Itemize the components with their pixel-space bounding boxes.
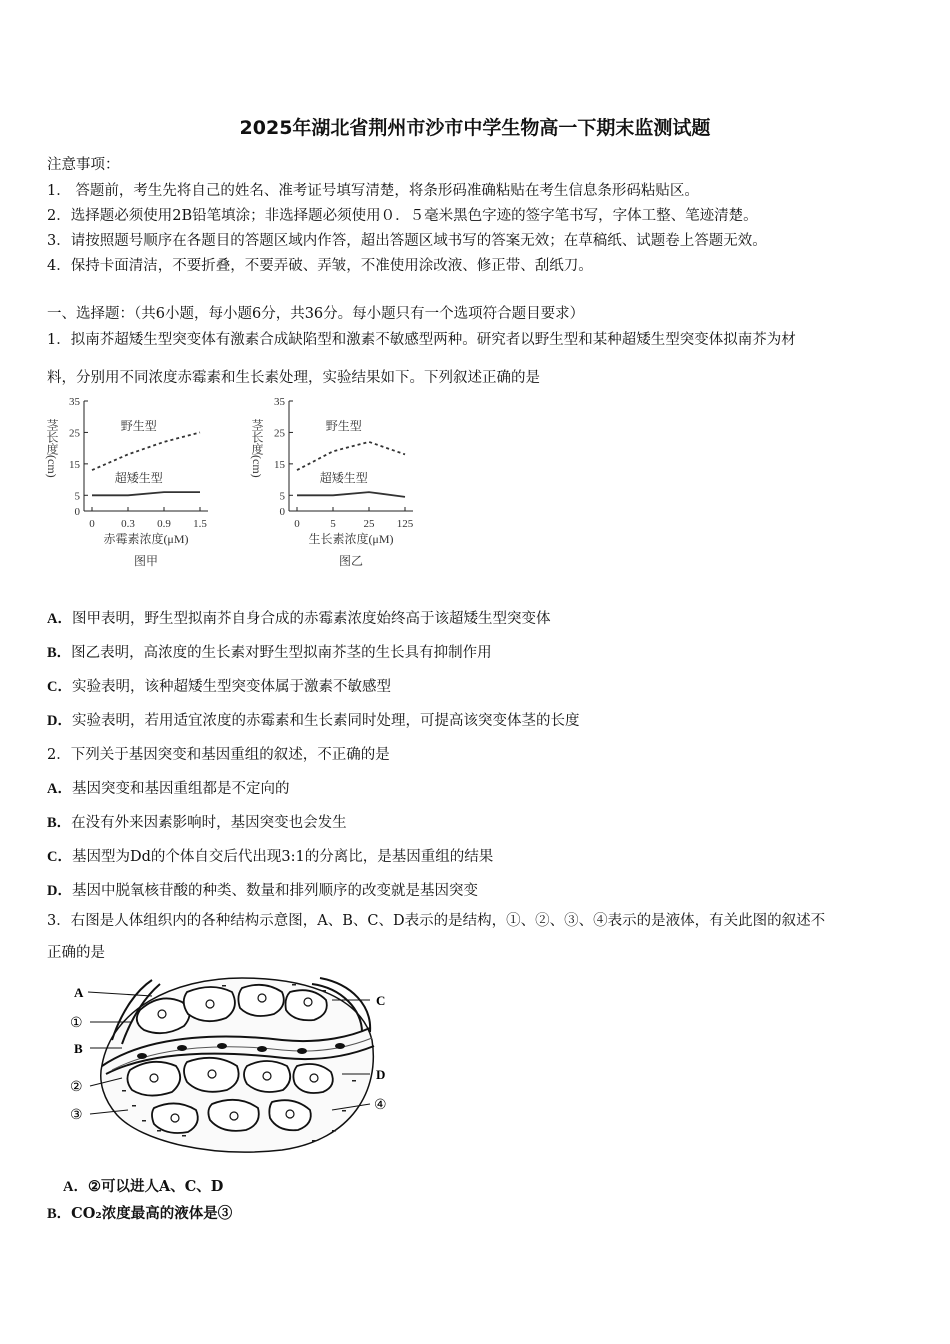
label-4: ④ (374, 1098, 387, 1113)
notice-item: 2．选择题必须使用2B铅笔填涂；非选择题必须使用０．５毫米黑色字迹的签字笔书写，字体工整、笔迹清楚。 (47, 208, 758, 224)
option-letter: A． (63, 1179, 88, 1195)
series-line (297, 442, 405, 470)
label-2: ② (70, 1080, 83, 1095)
y-tick-label: 5 (279, 490, 285, 503)
q1-option-d[interactable] (47, 709, 579, 730)
q2-option-d[interactable] (47, 879, 478, 900)
option-letter: B． (47, 645, 72, 661)
series-line (92, 432, 200, 470)
option-text: 图甲表明，野生型拟南芥自身合成的赤霉素浓度始终高于该超矮生型突变体 (71, 611, 551, 627)
series-label: 野生型 (325, 418, 362, 433)
q1-option-a[interactable] (47, 607, 550, 628)
label-d: D (376, 1067, 386, 1082)
chart-jia (45, 396, 208, 568)
x-tick-label: 0 (89, 518, 95, 530)
option-letter: C． (47, 679, 72, 695)
q2-option-c[interactable] (47, 845, 493, 866)
label-b: B (74, 1041, 83, 1056)
q1-option-b[interactable] (47, 641, 492, 662)
label-1: ① (70, 1016, 83, 1031)
notice-item: 1． 答题前，考生先将自己的姓名、准考证号填写清楚，将条形码准确粘贴在考生信息条形码粘贴区。 (47, 183, 699, 199)
series-label: 超矮生型 (319, 471, 368, 486)
q1-option-c[interactable] (47, 675, 391, 696)
tissue-diagram (62, 970, 402, 1162)
option-text: 实验表明，该种超矮生型突变体属于激素不敏感型 (71, 679, 391, 695)
option-letter: C． (47, 849, 72, 865)
q2-option-b[interactable] (47, 811, 347, 832)
q1-charts (40, 393, 430, 571)
notice-item: 3．请按照题号顺序在各题目的答题区域内作答，超出答题区域书写的答案无效；在草稿纸、试题卷上答题无效。 (47, 233, 767, 249)
y-tick-label: 0 (279, 506, 285, 518)
y-tick-label: 15 (69, 458, 80, 471)
q3-stem: 3．右图是人体组织内的各种结构示意图，A、B、C、D表示的是结构，①、②、③、④表示的是液体，有关此图的叙述不 (47, 913, 826, 929)
label-a: A (74, 985, 84, 1000)
series-line (297, 492, 405, 497)
option-text: 基因突变和基因重组都是不定向的 (71, 781, 290, 797)
x-tick-label: 0.9 (157, 518, 171, 530)
q3-option-b[interactable] (47, 1202, 232, 1223)
option-letter: B． (47, 815, 72, 831)
series-line (92, 492, 200, 495)
q1-stem: 料，分别用不同浓度赤霉素和生长素处理，实验结果如下。下列叙述正确的是 (47, 370, 540, 386)
x-tick-label: 125 (396, 518, 414, 530)
x-axis-label: 赤霉素浓度(μM) (103, 532, 189, 546)
label-3: ③ (70, 1108, 83, 1123)
label-c: C (376, 993, 386, 1008)
y-tick-label: 25 (274, 427, 285, 440)
x-tick-label: 0 (294, 518, 300, 530)
option-letter: A． (47, 781, 72, 797)
q1-stem: 1．拟南芥超矮生型突变体有激素合成缺陷型和激素不敏感型两种。研究者以野生型和某种超矮生型突变体拟南芥为材 (47, 332, 796, 348)
y-tick-label: 5 (74, 490, 80, 503)
chart-caption: 图乙 (338, 554, 364, 568)
x-tick-label: 5 (330, 518, 336, 530)
q3-stem: 正确的是 (47, 945, 105, 961)
y-tick-label: 0 (74, 506, 80, 518)
option-text: CO₂浓度最高的液体是③ (71, 1205, 233, 1222)
series-label: 野生型 (120, 418, 157, 433)
option-text: ②可以进人A、C、D (87, 1178, 224, 1195)
chart-caption: 图甲 (133, 554, 159, 568)
x-tick-label: 25 (363, 518, 375, 530)
option-letter: A． (47, 611, 72, 627)
option-letter: B． (47, 1206, 72, 1222)
page-title: 2025年湖北省荆州市沙市中学生物高一下期末监测试题 (239, 117, 711, 139)
q3-option-a[interactable] (63, 1175, 223, 1196)
x-tick-label: 1.5 (193, 518, 207, 530)
q2-stem: 2．下列关于基因突变和基因重组的叙述，不正确的是 (47, 747, 390, 763)
series-label: 超矮生型 (114, 471, 163, 486)
option-text: 实验表明，若用适宜浓度的赤霉素和生长素同时处理，可提高该突变体茎的长度 (71, 713, 580, 729)
option-text: 在没有外来因素影响时，基因突变也会发生 (71, 815, 347, 831)
option-letter: D． (47, 883, 72, 899)
option-letter: D． (47, 713, 72, 729)
y-tick-label: 35 (69, 396, 80, 408)
x-tick-label: 0.3 (121, 518, 135, 530)
y-axis-label: 茎长度(cm) (45, 419, 59, 478)
option-text: 基因型为Dd的个体自交后代出现3:1的分离比，是基因重组的结果 (71, 849, 494, 865)
y-axis-label: 茎长度(cm) (250, 419, 264, 478)
y-tick-label: 15 (274, 458, 285, 471)
option-text: 基因中脱氧核苷酸的种类、数量和排列顺序的改变就是基因突变 (71, 883, 478, 899)
x-axis-label: 生长素浓度(μM) (308, 532, 394, 546)
q2-option-a[interactable] (47, 777, 289, 798)
notice-item: 4．保持卡面清洁，不要折叠，不要弄破、弄皱，不准使用涂改液、修正带、刮纸刀。 (47, 258, 593, 274)
y-tick-label: 25 (69, 427, 80, 440)
section-heading: 一、选择题：（共6小题，每小题6分，共36分。每小题只有一个选项符合题目要求） (47, 306, 585, 322)
chart-yi (250, 396, 414, 568)
y-tick-label: 35 (274, 396, 285, 408)
option-text: 图乙表明，高浓度的生长素对野生型拟南芥茎的生长具有抑制作用 (71, 645, 492, 661)
notice-heading: 注意事项： (47, 157, 120, 173)
